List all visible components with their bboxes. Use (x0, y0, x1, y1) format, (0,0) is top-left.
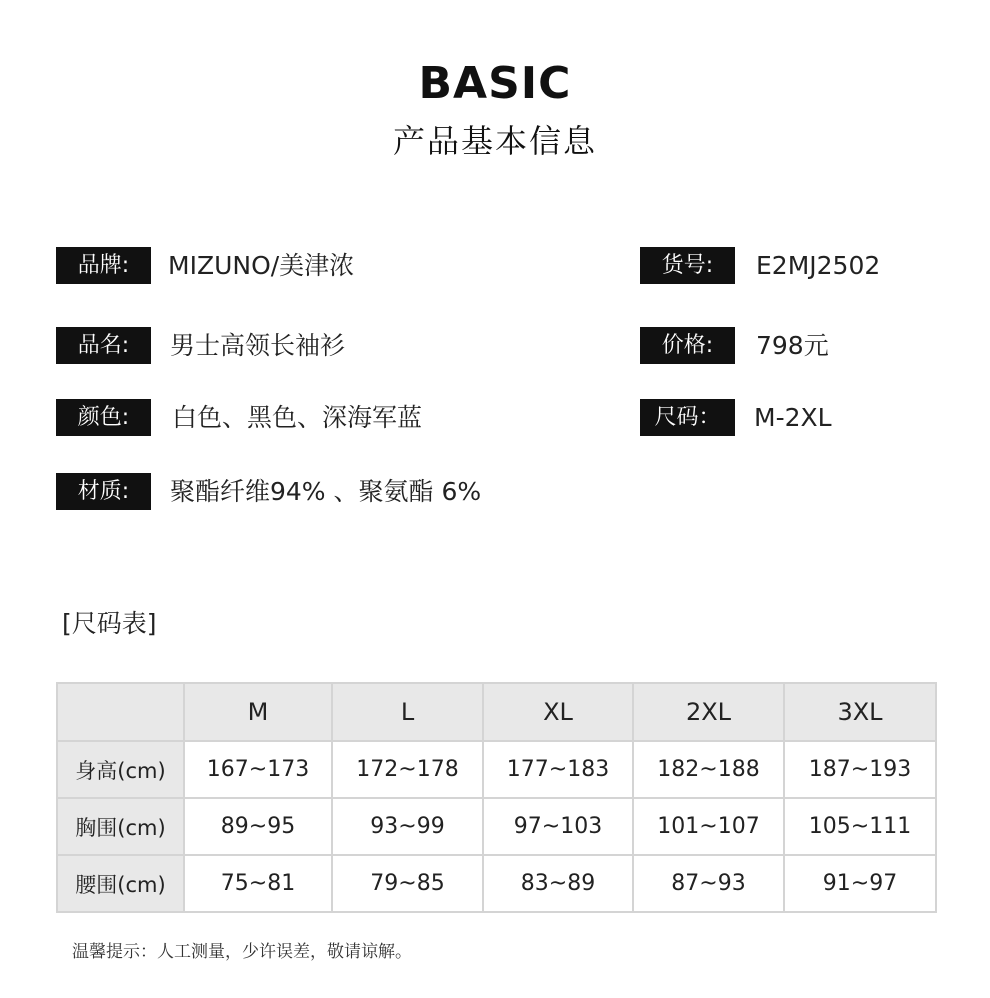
table-cell: 97~103 (483, 798, 633, 855)
sku-value: E2MJ2502 (756, 251, 881, 280)
column-header: 2XL (633, 683, 784, 741)
table-cell: 93~99 (332, 798, 483, 855)
table-cell: 182~188 (633, 741, 784, 798)
table-cell: 91~97 (784, 855, 936, 912)
brand-value: MIZUNO/美津浓 (168, 251, 355, 280)
size-range-value: M-2XL (754, 403, 832, 432)
table-row (57, 741, 936, 798)
material-value: 聚酯纤维94% 、聚氨酯 6% (170, 477, 482, 506)
table-cell: 75~81 (184, 855, 332, 912)
color-label: 颜色: (56, 399, 151, 436)
table-cell: 177~183 (483, 741, 633, 798)
table-cell: 89~95 (184, 798, 332, 855)
price-value: 798元 (756, 331, 829, 360)
table-cell: 105~111 (784, 798, 936, 855)
table-cell: 172~178 (332, 741, 483, 798)
row-header: 腰围(cm) (57, 855, 184, 912)
table-cell: 187~193 (784, 741, 936, 798)
row-header: 身高(cm) (57, 741, 184, 798)
column-header: 3XL (784, 683, 936, 741)
table-cell: 83~89 (483, 855, 633, 912)
color-value: 白色、黑色、深海军蓝 (172, 403, 423, 432)
product-name-label: 品名: (56, 327, 151, 364)
footer-note: 温馨提示：人工测量，少许误差，敬请谅解。 (72, 942, 412, 962)
table-corner-cell (57, 683, 184, 741)
table-cell: 87~93 (633, 855, 784, 912)
price-label: 价格: (640, 327, 735, 364)
page-subtitle: 产品基本信息 (392, 122, 597, 160)
row-header: 胸围(cm) (57, 798, 184, 855)
product-name-value: 男士高领长袖衫 (170, 331, 346, 360)
column-header: XL (483, 683, 633, 741)
table-header-row (57, 683, 936, 741)
table-row (57, 798, 936, 855)
sku-label: 货号: (640, 247, 735, 284)
size-chart-table (56, 682, 937, 913)
column-header: L (332, 683, 483, 741)
table-row (57, 855, 936, 912)
size-range-label: 尺码： (640, 399, 735, 436)
table-cell: 101~107 (633, 798, 784, 855)
size-chart-title: [尺码表] (62, 609, 157, 638)
brand-label: 品牌: (56, 247, 151, 284)
table-cell: 167~173 (184, 741, 332, 798)
page-title: BASIC (418, 58, 572, 109)
table-cell: 79~85 (332, 855, 483, 912)
column-header: M (184, 683, 332, 741)
material-label: 材质: (56, 473, 151, 510)
